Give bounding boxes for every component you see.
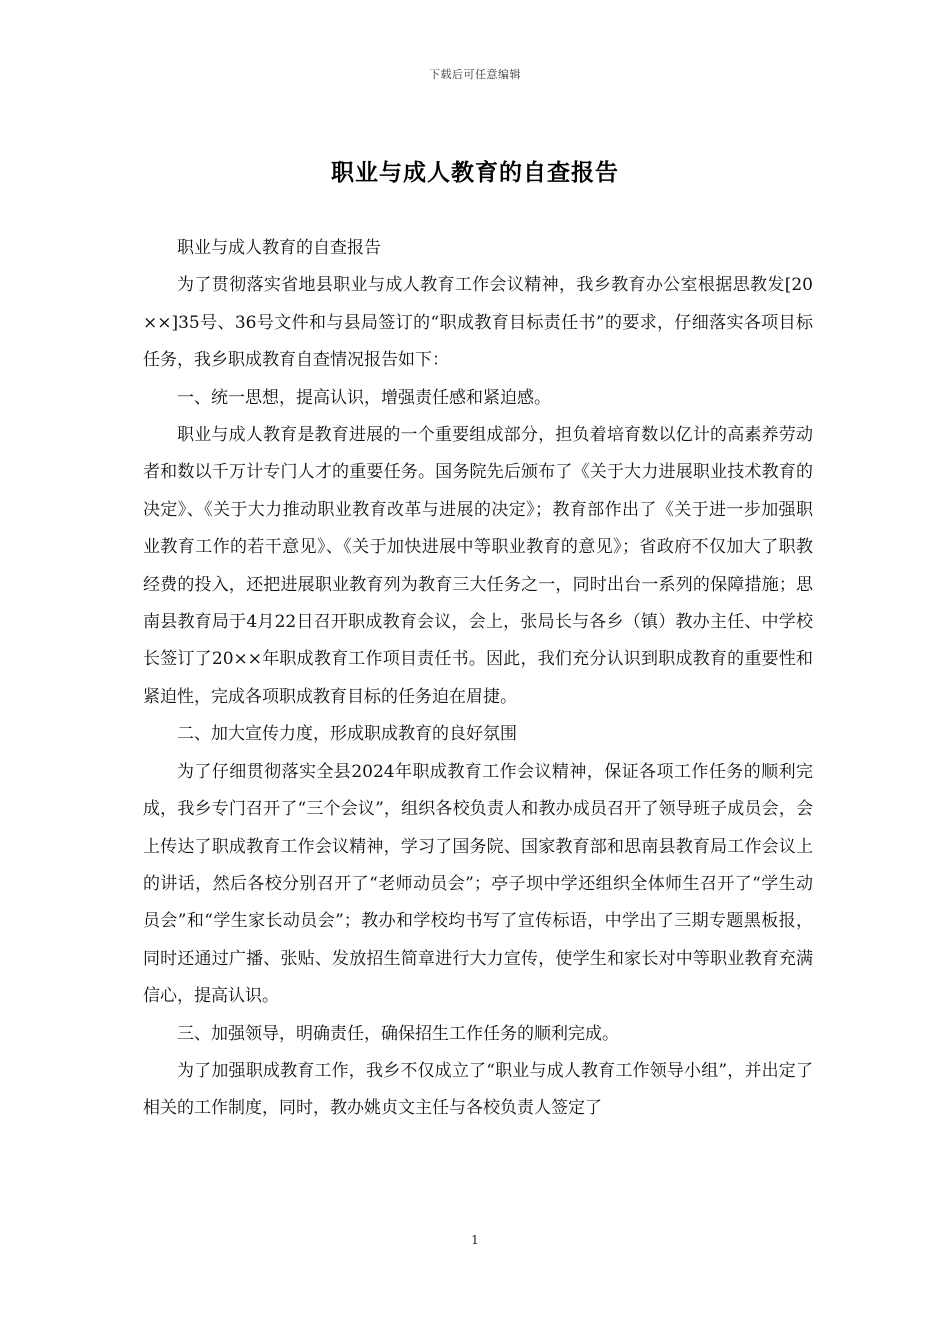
header-note: 下载后可任意编辑	[429, 68, 521, 81]
document-title: 职业与成人教育的自查报告	[331, 159, 619, 186]
section-heading-2: 二、加大宣传力度，形成职成教育的良好氛围	[177, 724, 517, 745]
paragraph-intro: 为了贯彻落实省地县职业与成人教育工作会议精神，我乡教育办公室根据思教发[20××]35号、36号文件和与县局签订的“职成教育目标责任书”的要求，仔细落实各项目标任务，我乡职成教育自查情况报告如下：	[143, 275, 813, 371]
paragraph-section-2: 为了仔细贯彻落实全县2024年职成教育工作会议精神，保证各项工作任务的顺利完成，我乡专门召开了“三个会议”，组织各校负责人和教办成员召开了领导班子成员会，会上传达了职成教育工作会议精神，学习了国务院、国家教育部和思南县教育局工作会议上的讲话，然后各校分别召开了“老师动员会”；亭子坝中学还组织全体师生召开了“学生动员会”和“学生家长动员会”；教办和学校均书写了宣传标语，中学出了三期专题黑板报，同时还通过广播、张贴、发放招生简章进行大力宣传，使学生和家长对中等职业教育充满信心，提高认识。	[143, 761, 813, 1007]
paragraph-subtitle: 职业与成人教育的自查报告	[177, 238, 381, 258]
paragraph-section-3: 为了加强职成教育工作，我乡不仅成立了“职业与成人教育工作领导小组”，并出定了相关的工作制度，同时，教办姚贞文主任与各校负责人签定了	[143, 1060, 813, 1119]
section-heading-3: 三、加强领导，明确责任，确保招生工作任务的顺利完成。	[177, 1023, 619, 1044]
document-body	[143, 230, 813, 1128]
paragraph-section-1: 职业与成人教育是教育进展的一个重要组成部分，担负着培育数以亿计的高素养劳动者和数以千万计专门人才的重要任务。国务院先后颁布了《关于大力进展职业技术教育的决定》、《关于大力推动职业教育改革与进展的决定》；教育部作出了《关于进一步加强职业教育工作的若干意见》、《关于加快进展中等职业教育的意见》；省政府不仅加大了职教经费的投入，还把进展职业教育列为教育三大任务之一，同时出台一系列的保障措施；思南县教育局于4月22日召开职成教育会议，会上，张局长与各乡（镇）教办主任、中学校长签订了20××年职成教育工作项目责任书。因此，我们充分认识到职成教育的重要性和紧迫性，完成各项职成教育目标的任务迫在眉捷。	[143, 425, 813, 707]
section-heading-1: 一、统一思想，提高认识，增强责任感和紧迫感。	[177, 387, 551, 408]
page-number: 1	[471, 1233, 479, 1247]
